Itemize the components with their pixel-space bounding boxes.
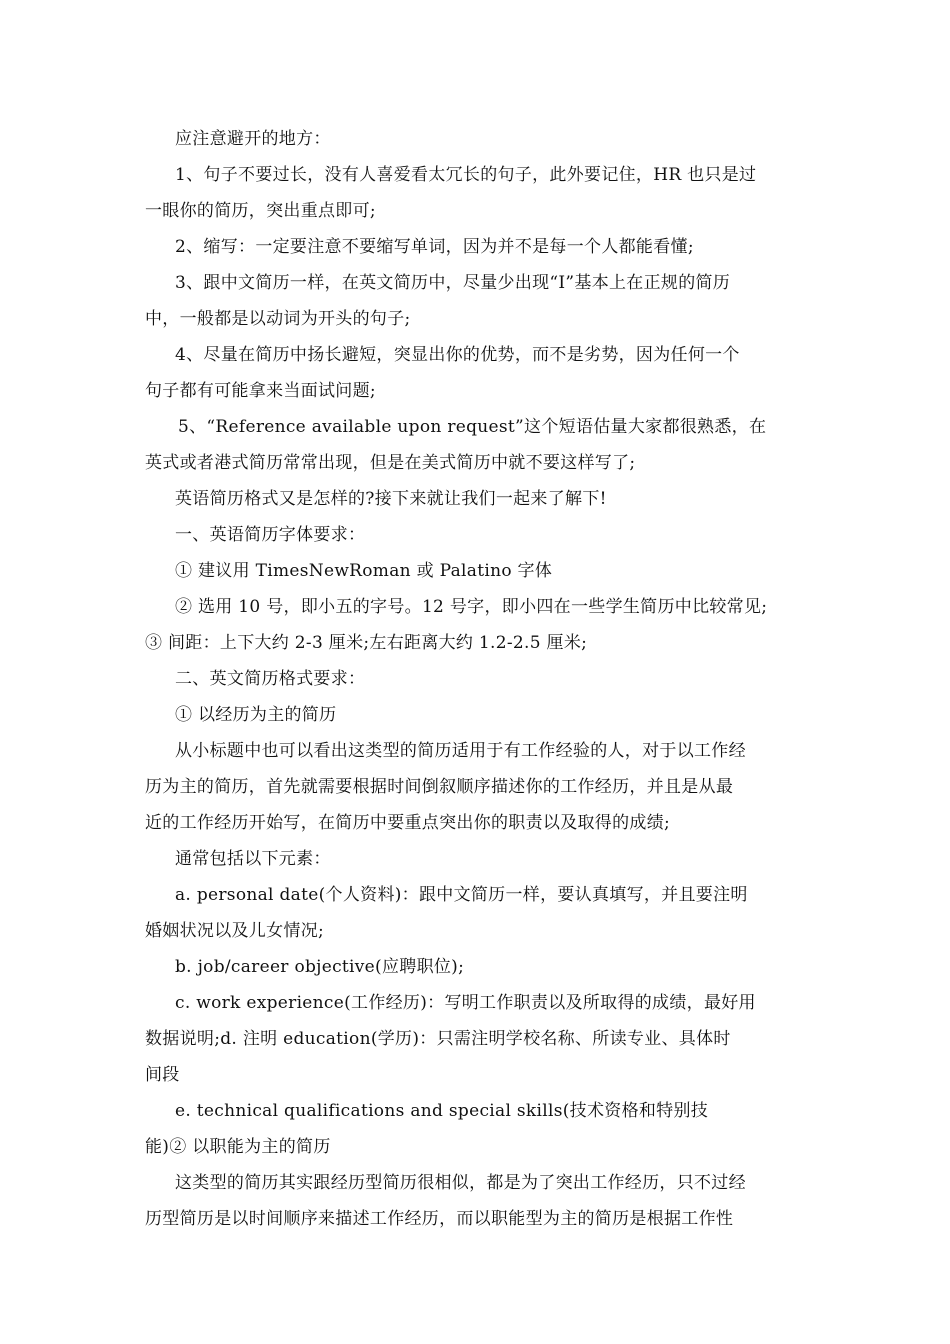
text-line: 近的工作经历开始写，在简历中要重点突出你的职责以及取得的成绩;: [145, 813, 671, 833]
text-line: 一、英语简历字体要求：: [175, 525, 366, 545]
text-line: 3、跟中文简历一样，在英文简历中，尽量少出现“I”基本上在正规的简历: [175, 273, 731, 293]
text-line: b. job/career objective(应聘职位);: [175, 957, 465, 977]
text-line: 能)② 以职能为主的简历: [145, 1137, 331, 1157]
text-line: ① 建议用 TimesNewRoman 或 Palatino 字体: [175, 561, 553, 581]
text-line: 应注意避开的地方：: [175, 129, 331, 149]
text-line: 历型简历是以时间顺序来描述工作经历，而以职能型为主的简历是根据工作性: [145, 1209, 734, 1229]
text-line: 从小标题中也可以看出这类型的简历适用于有工作经验的人，对于以工作经: [175, 741, 746, 761]
text-line: ① 以经历为主的简历: [175, 705, 337, 725]
text-line: a. personal date(个人资料)：跟中文简历一样，要认真填写，并且要注明: [175, 885, 748, 905]
text-line: 句子都有可能拿来当面试问题;: [145, 381, 376, 401]
text-line: 间段: [145, 1065, 180, 1085]
text-line: 通常包括以下元素：: [175, 849, 331, 869]
text-line: 2、缩写：一定要注意不要缩写单词，因为并不是每一个人都能看懂;: [175, 237, 694, 257]
document-body: [145, 121, 815, 1237]
text-line: ③ 间距：上下大约 2-3 厘米;左右距离大约 1.2-2.5 厘米;: [145, 633, 588, 653]
text-line: 一眼你的简历，突出重点即可;: [145, 201, 376, 221]
text-line: 婚姻状况以及儿女情况;: [145, 921, 325, 941]
text-line: 中，一般都是以动词为开头的句子;: [145, 309, 411, 329]
text-line: 二、英文简历格式要求：: [175, 669, 366, 689]
text-line: ② 选用 10 号，即小五的字号。12 号字，即小四在一些学生简历中比较常见;: [175, 597, 768, 617]
text-line: 5、“Reference available upon request”这个短语估量大家都很熟悉，在: [178, 417, 767, 437]
text-line: 英式或者港式简历常常出现，但是在美式简历中就不要这样写了;: [145, 453, 636, 473]
text-line: 1、句子不要过长，没有人喜爱看太冗长的句子，此外要记住，HR 也只是过: [175, 165, 757, 185]
text-line: 英语简历格式又是怎样的?接下来就让我们一起来了解下!: [175, 489, 607, 509]
text-line: 历为主的简历，首先就需要根据时间倒叙顺序描述你的工作经历，并且是从最: [145, 777, 734, 797]
text-line: 这类型的简历其实跟经历型简历很相似，都是为了突出工作经历，只不过经: [175, 1173, 746, 1193]
text-line: e. technical qualifications and special skills(技术资格和特别技: [175, 1101, 709, 1121]
text-line: 4、尽量在简历中扬长避短，突显出你的优势，而不是劣势，因为任何一个: [175, 345, 740, 365]
text-line: 数据说明;d. 注明 education(学历)：只需注明学校名称、所读专业、具体时: [145, 1029, 731, 1049]
text-line: c. work experience(工作经历)：写明工作职责以及所取得的成绩，最好用: [175, 993, 756, 1013]
